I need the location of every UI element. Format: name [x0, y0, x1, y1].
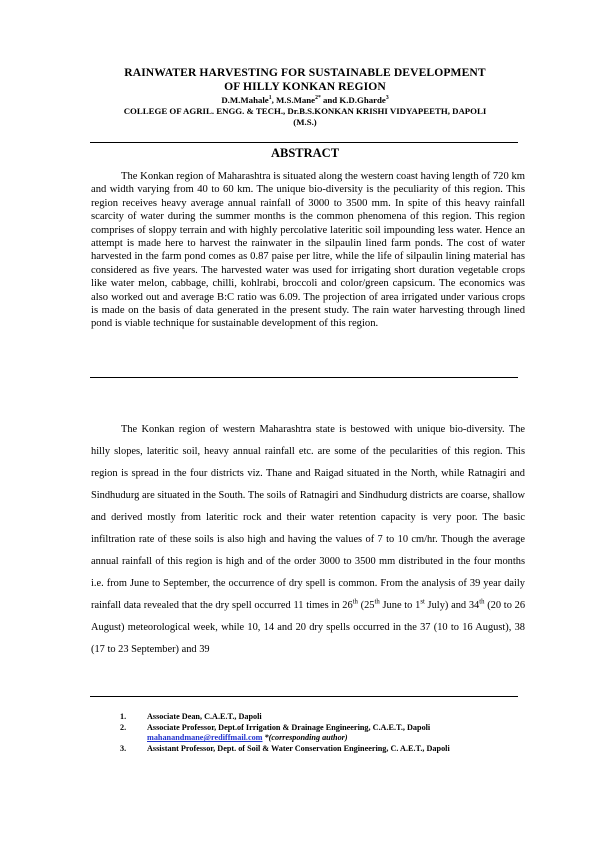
body-text-segment-2: (25 [357, 600, 375, 611]
author-1-mark: 1 [268, 95, 272, 102]
title-line-2: OF HILLY KONKAN REGION [224, 80, 386, 93]
affiliation [82, 106, 528, 128]
affiliation-line-2: (M.S.) [293, 117, 317, 127]
affiliation-line-1: COLLEGE OF AGRIL. ENGG. & TECH., Dr.B.S.KONKAN KRISHI VIDYAPEETH, DAPOLI [123, 106, 487, 116]
footnote-2 [120, 723, 540, 734]
footnotes [120, 712, 540, 754]
author-3: K.D.Gharde [339, 95, 386, 105]
footnote-text: Associate Professor, Dept.of Irrigation & Drainage Engineering, C.A.E.T., Dapoli [147, 722, 431, 732]
author-1: D.M.Mahale [221, 95, 269, 105]
body-sup-3: st [420, 598, 425, 606]
author-list [82, 95, 528, 106]
author-2: M.S.Mane [275, 95, 316, 105]
body-text-segment-3: June to 1 [379, 600, 421, 611]
abstract-text: The Konkan region of Maharashtra is situated along the western coast having length of 720 km and width varying from 40 to 60 km. The unique bio-diversity is the peculiarity of this region. This region receives heavy average annual rainfall of 3000 to 3500 mm. In spite of this heavy rainfall scarcity of water during the summer months is the common phenomena of this region. This region comprises of sloppy terrain and with highly percolative lateritic soil impounding less water. Hence an attempt is made here to harvest the rainwater in the silpaulin lined farm ponds. The cost of water harvested in the farm pond comes as 0.87 paise per litre, while the life of silpaulin lining material has considered as five years. The harvested water was used for irrigating short duration vegetable crops like water melon, cabbage, chilli, kohlrabi, broccoli and color/green capsicum. The economics was also worked out and average B:C ratio was 6.09. The projection of area irrigated under various crops is made on the basis of data generated in the present study. The rain water harvesting through lined pond is viable technique for sustainable development of this region. [91, 171, 525, 330]
corresponding-author-note: *(corresponding author) [262, 733, 348, 743]
footnote-2-contact [120, 733, 540, 744]
body-text-segment-5: (20 to 26 August) meteorological week, while 10, 14 and 20 dry spells occurred in the 37 (10 to 16 August), 38 (17 to 23 September) and 39 [91, 600, 526, 655]
footnote-number: 3. [120, 743, 127, 753]
abstract-divider [90, 377, 518, 378]
footnote-1 [120, 712, 540, 723]
abstract-heading: ABSTRACT [270, 146, 340, 160]
body-text-segment-4: July) and 34 [424, 600, 480, 611]
introduction-paragraph [91, 419, 525, 661]
footnote-text: Associate Dean, C.A.E.T., Dapoli [147, 712, 262, 721]
footnote-text: Assistant Professor, Dept. of Soil & Water Conservation Engineering, C. A.E.T., Dapoli [147, 743, 450, 753]
footnote-number: 1. [120, 712, 127, 721]
body-text-segment-1: The Konkan region of western Maharashtra state is bestowed with unique bio-diversity. The hilly slopes, lateritic soil, heavy annual rainfall etc. are some of the pecularities of this region. This region is spread in the four districts viz. Thane and Raigad situated in the North, while Ratnagiri and Sindhudurg are situated in the South. The soils of Ratnagiri and Sindhudurg districts are coarse, shallow and derived mostly from lateritic rock and their water retention capacity is very poor. The basic infiltration rate of these soils is also high and having the values of 7 to 10 cm/hr. Though the average annual rainfall of this region is high and of the order 3000 to 3500 mm distributed in the four months i.e. from June to September, the occurrence of dry spell is common. From the analysis of 39 year daily rainfall data revealed that the dry spell occurred 11 times in 26 [91, 424, 525, 611]
author-2-mark: 2* [315, 95, 321, 102]
corresponding-email-link[interactable]: mahanandmane@rediffmail.com [147, 733, 263, 743]
body-sup-1: th [352, 598, 358, 606]
author-3-mark: 3 [385, 95, 389, 102]
author-separator-1: , [271, 95, 276, 105]
body-sup-4: th [479, 598, 485, 606]
title-line-1: RAINWATER HARVESTING FOR SUSTAINABLE DEVELOPMENT [124, 66, 486, 79]
footnote-3 [120, 744, 540, 755]
author-separator-2: and [320, 95, 340, 105]
paper-title [82, 66, 528, 94]
header-divider [90, 142, 518, 143]
body-sup-2: th [374, 598, 380, 606]
footnote-number: 2. [120, 722, 127, 732]
footnote-divider [90, 696, 518, 697]
